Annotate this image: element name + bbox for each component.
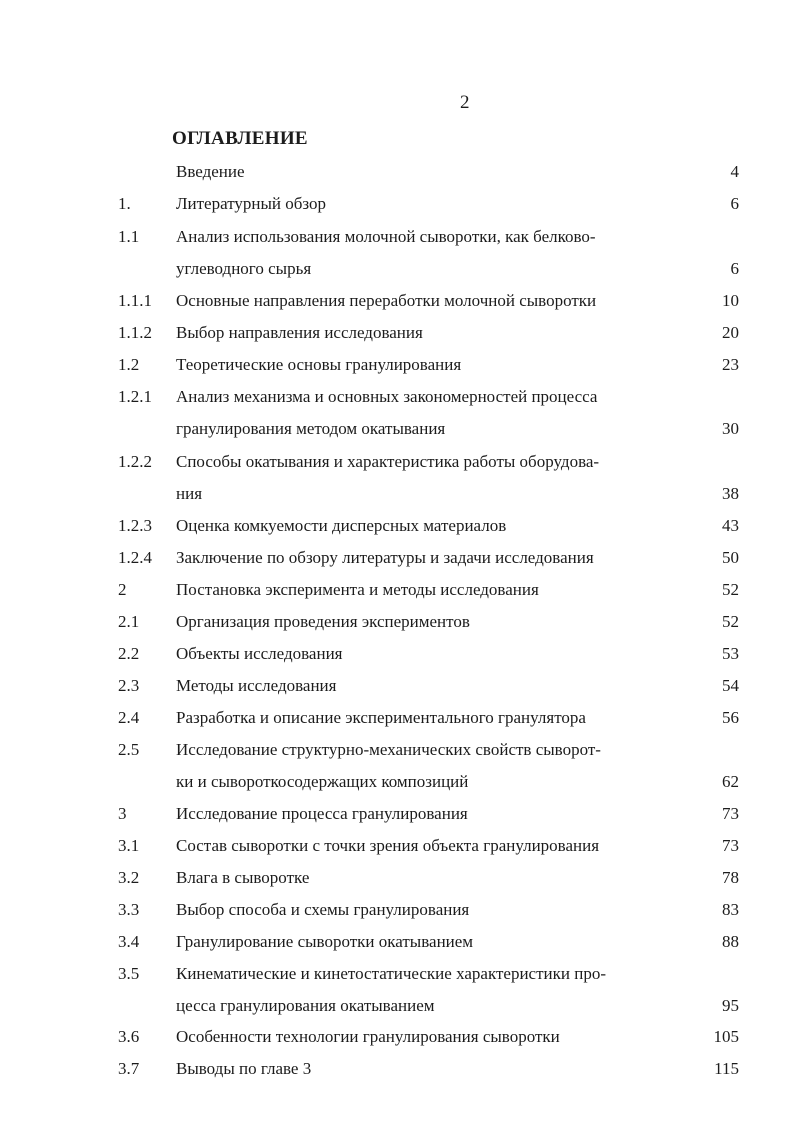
toc-entry (0, 224, 793, 250)
toc-entry-title: Исследование структурно-механических свойств сыворот- (176, 740, 601, 759)
toc-entry-number: 1. (118, 194, 131, 213)
toc-entry-title: Гранулирование сыворотки окатыванием (176, 932, 474, 951)
toc-entry-title: Оценка комкуемости дисперсных материалов (176, 516, 507, 535)
toc-entry-page: 23 (722, 355, 739, 374)
toc-entry-page: 62 (722, 772, 739, 791)
toc-entry-number: 2.4 (118, 708, 140, 727)
toc-entry-page: 88 (722, 932, 739, 951)
toc-entry-page: 30 (722, 419, 739, 438)
toc-entry (0, 1024, 793, 1050)
toc-entry (0, 929, 793, 955)
toc-entry-number: 3.5 (118, 964, 140, 983)
toc-entry-title: углеводного сырья (176, 259, 312, 278)
toc-entry-title: Теоретические основы гранулирования (176, 355, 462, 374)
toc-entry (0, 737, 793, 763)
toc-entry-number: 1.2.4 (118, 548, 152, 567)
toc-entry-page: 73 (722, 804, 739, 823)
toc-entry (0, 833, 793, 859)
toc-entry-page: 52 (722, 612, 739, 631)
toc-entry-page: 38 (722, 484, 739, 503)
toc-entry (0, 159, 793, 185)
toc-entry-page: 43 (722, 516, 739, 535)
toc-entry (0, 865, 793, 891)
toc-entry-page: 4 (730, 162, 739, 181)
toc-entry (0, 449, 793, 475)
toc-entry-number: 1.1 (118, 227, 140, 246)
toc-entry (0, 288, 793, 314)
toc-entry-page: 20 (722, 323, 739, 342)
toc-entry-number: 3.2 (118, 868, 140, 887)
toc-entry-title: Организация проведения экспериментов (176, 612, 470, 631)
toc-entry-title: ки и сывороткосодержащих композиций (176, 772, 469, 791)
toc-entry-page: 54 (722, 676, 739, 695)
toc-entry (0, 609, 793, 635)
toc-entry-page: 50 (722, 548, 739, 567)
toc-entry (0, 384, 793, 410)
page-number: 2 (460, 92, 470, 113)
toc-entry-title: Заключение по обзору литературы и задачи исследования (176, 548, 594, 567)
toc-heading: ОГЛАВЛЕНИЕ (172, 128, 308, 149)
toc-entry-title: Литературный обзор (176, 194, 327, 213)
toc-entry-title: Выводы по главе 3 (176, 1059, 312, 1078)
toc-entry (0, 961, 793, 987)
toc-entry-title: Анализ механизма и основных закономерностей процесса (176, 387, 598, 406)
toc-entry-title: Введение (176, 162, 245, 181)
toc-entry-page: 10 (722, 291, 739, 310)
toc-entry-page: 105 (713, 1027, 739, 1046)
toc-entry-title: Исследование процесса гранулирования (176, 804, 468, 823)
toc-entry-number: 3.1 (118, 836, 140, 855)
toc-entry-number: 1.1.2 (118, 323, 152, 342)
toc-entry-title: Выбор направления исследования (176, 323, 423, 342)
toc-entry (0, 352, 793, 378)
toc-entry-number: 1.1.1 (118, 291, 152, 310)
toc-entry-number: 2 (118, 580, 127, 599)
toc-entry-title: Особенности технологии гранулирования сыворотки (176, 1027, 560, 1046)
toc-entry (0, 673, 793, 699)
toc-entry-page: 52 (722, 580, 739, 599)
toc-entry (0, 801, 793, 827)
toc-entry-number: 1.2.3 (118, 516, 152, 535)
toc-entry (0, 641, 793, 667)
toc-entry-number: 2.2 (118, 644, 140, 663)
toc-entry-title: Выбор способа и схемы гранулирования (176, 900, 470, 919)
toc-entry-title: Методы исследования (176, 676, 337, 695)
toc-entry-number: 2.5 (118, 740, 140, 759)
toc-entry (0, 191, 793, 217)
toc-entry (0, 705, 793, 731)
toc-entry-page: 6 (730, 259, 739, 278)
toc-entry-title: Кинематические и кинетостатические характеристики про- (176, 964, 606, 983)
toc-entry-title: Постановка эксперимента и методы исследования (176, 580, 539, 599)
toc-entry-number: 1.2.2 (118, 452, 152, 471)
toc-entry-page: 6 (730, 194, 739, 213)
toc-entry (0, 320, 793, 346)
toc-entry-title: Анализ использования молочной сыворотки, как белково- (176, 227, 596, 246)
toc-entry (0, 993, 793, 1019)
toc-entry-number: 3.7 (118, 1059, 140, 1078)
toc-entry-title: Способы окатывания и характеристика работы оборудова- (176, 452, 600, 471)
toc-entry-page: 115 (714, 1059, 739, 1078)
toc-entry-number: 3.3 (118, 900, 140, 919)
toc-entry (0, 577, 793, 603)
toc-entry (0, 897, 793, 923)
toc-entry-number: 2.3 (118, 676, 140, 695)
toc-entry-title: Состав сыворотки с точки зрения объекта гранулирования (176, 836, 600, 855)
toc-entry (0, 416, 793, 442)
toc-entry-page: 53 (722, 644, 739, 663)
toc-entry-number: 1.2 (118, 355, 140, 374)
toc-entry-page: 73 (722, 836, 739, 855)
toc-entry-page: 78 (722, 868, 739, 887)
toc-entry-number: 1.2.1 (118, 387, 152, 406)
toc-entry (0, 1056, 793, 1082)
toc-entry (0, 481, 793, 507)
toc-entry-page: 83 (722, 900, 739, 919)
toc-entry-title: цесса гранулирования окатыванием (176, 996, 435, 1015)
toc-entry-number: 3 (118, 804, 127, 823)
toc-entry (0, 256, 793, 282)
toc-entry-page: 56 (722, 708, 739, 727)
toc-entry-number: 2.1 (118, 612, 140, 631)
toc-entry-title: Основные направления переработки молочной сыворотки (176, 291, 597, 310)
toc-entry-title: Разработка и описание экспериментального гранулятора (176, 708, 586, 727)
toc-entry (0, 769, 793, 795)
toc-entry-page: 95 (722, 996, 739, 1015)
toc-entry (0, 545, 793, 571)
toc-entry-title: Объекты исследования (176, 644, 343, 663)
toc-entry-number: 3.4 (118, 932, 140, 951)
toc-entry-number: 3.6 (118, 1027, 140, 1046)
toc-entry-title: ния (176, 484, 203, 503)
toc-entry-title: гранулирования методом окатывания (176, 419, 446, 438)
toc-entry (0, 513, 793, 539)
toc-entry-title: Влага в сыворотке (176, 868, 310, 887)
